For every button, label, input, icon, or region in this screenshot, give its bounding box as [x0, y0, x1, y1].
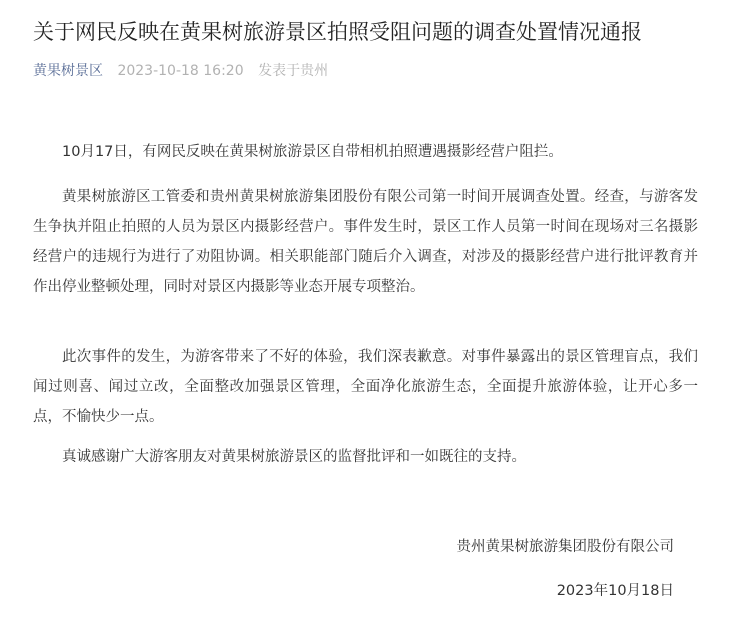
signature-date: 2023年10月18日 — [556, 583, 674, 599]
signature-organization: 贵州黄果树旅游集团股份有限公司 — [456, 539, 674, 555]
paragraph: 黄果树旅游区工管委和贵州黄果树旅游集团股份有限公司第一时间开展调查处置。经查，与游客发生争执并阻止拍照的人员为景区内摄影经营户。事件发生时，景区工作人员第一时间在现场对三名摄影经营户的违规行为进行了劝阻协调。相关职能部门随后介入调查，对涉及的摄影经营户进行批评教育并作出停业整顿处理，同时对景区内摄影等业态开展专项整治。 — [33, 189, 698, 295]
paragraph: 此次事件的发生，为游客带来了不好的体验，我们深表歉意。对事件暴露出的景区管理盲点，我们闻过则喜、闻过立改，全面整改加强景区管理，全面净化旅游生态，全面提升旅游体验，让开心多一点，不愉快少一点。 — [33, 349, 698, 425]
paragraph: 10月17日，有网民反映在黄果树旅游景区自带相机拍照遭遇摄影经营户阻拦。 — [62, 144, 563, 160]
publish-location: 发表于贵州 — [258, 63, 329, 79]
paragraph: 真诚感谢广大游客朋友对黄果树旅游景区的监督批评和一如既往的支持。 — [62, 449, 526, 465]
article-meta — [33, 60, 338, 82]
article-title: 关于网民反映在黄果树旅游景区拍照受阻问题的调查处置情况通报 — [33, 20, 642, 44]
author-link[interactable]: 黄果树景区 — [33, 63, 103, 79]
publish-datetime: 2023-10-18 16:20 — [117, 63, 244, 79]
